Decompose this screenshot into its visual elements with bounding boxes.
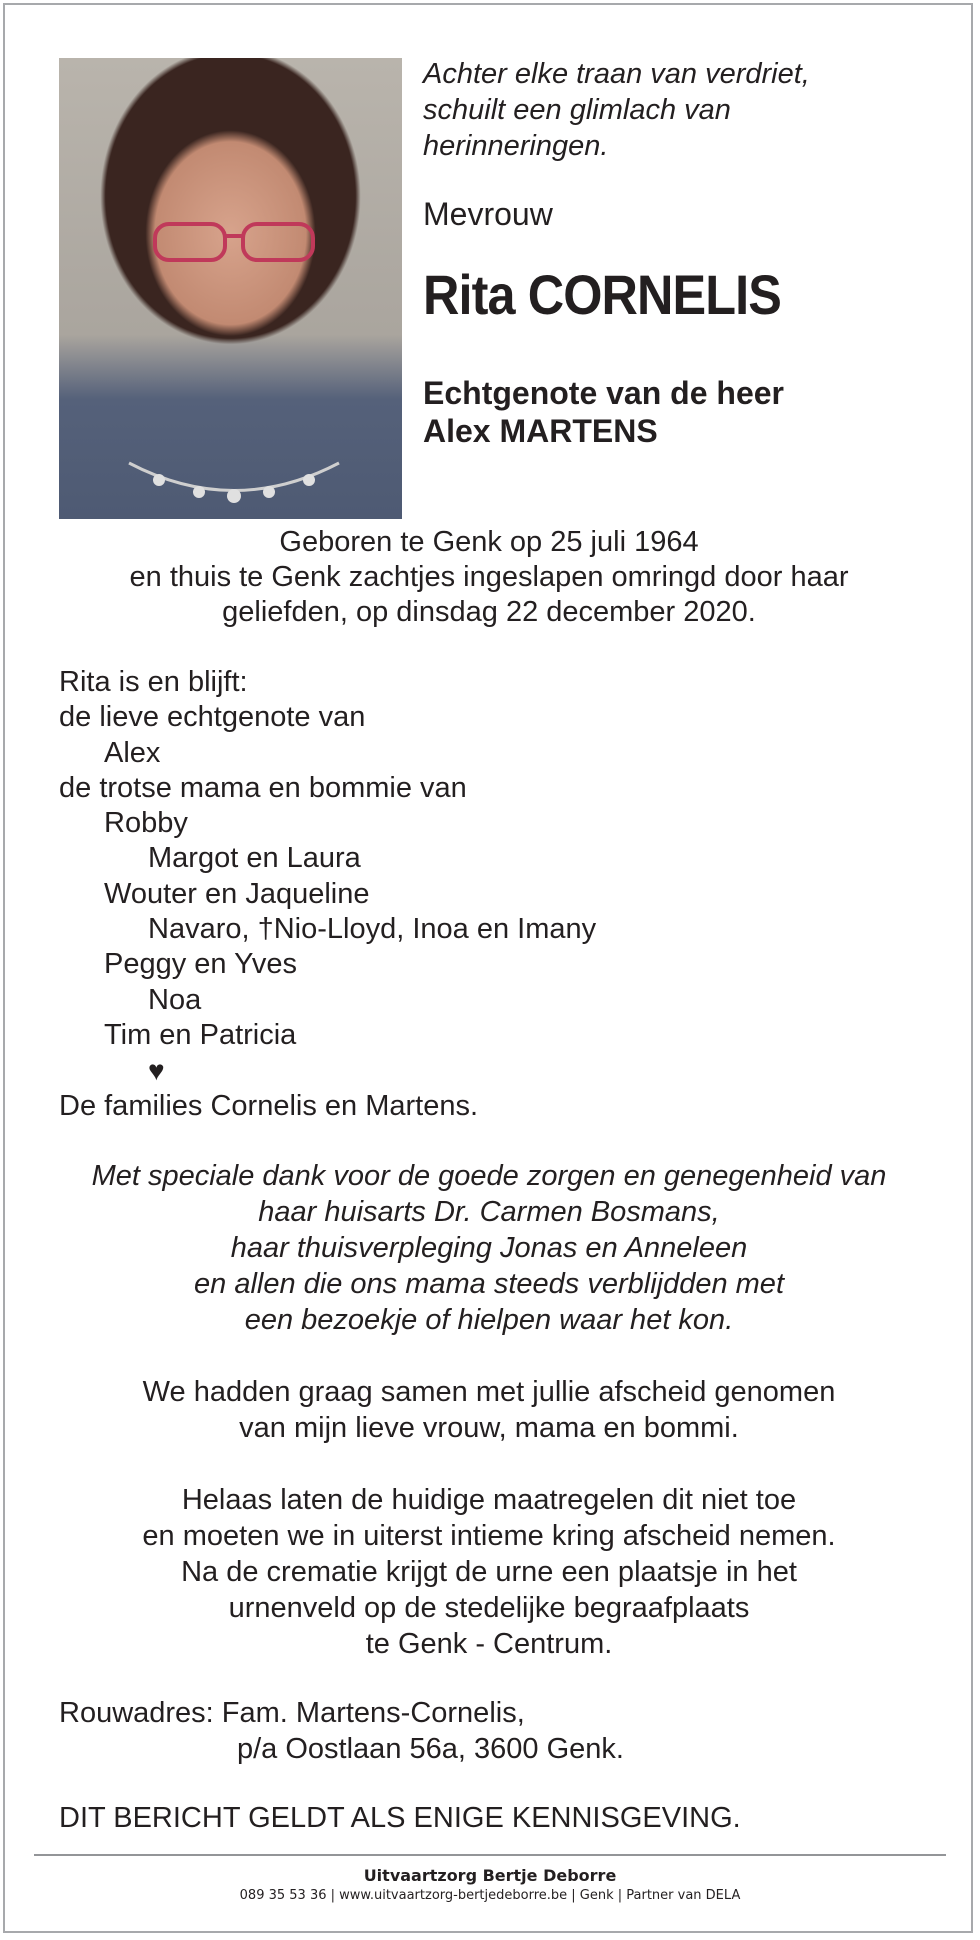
glasses-drawing: [149, 218, 319, 266]
spouse-line: Echtgenote van de heer: [423, 375, 784, 411]
quote-line: herinneringen.: [423, 130, 609, 162]
family-member: Wouter en Jaqueline: [104, 877, 370, 910]
footer-divider: [34, 1854, 946, 1856]
family-line: de lieve echtgenote van: [59, 701, 366, 734]
ceremony-line: Helaas laten de huidige maatregelen dit niet toe: [181, 1484, 797, 1516]
quote-line: Achter elke traan van verdriet,: [423, 58, 810, 90]
thanks-line: en allen die ons mama steeds verblijdden met: [194, 1268, 784, 1300]
family-names: De families Cornelis en Martens.: [59, 1089, 479, 1122]
notice-text: DIT BERICHT GELDT ALS ENIGE KENNISGEVING.: [59, 1802, 741, 1834]
funeral-home-name: Uitvaartzorg Bertje Deborre: [363, 1866, 617, 1885]
thanks-block: [59, 1158, 919, 1338]
thanks-line: een bezoekje of hielpen waar het kon.: [244, 1304, 734, 1336]
family-member: Tim en Patricia: [104, 1018, 297, 1051]
family-member: Robby: [104, 807, 188, 840]
necklace-drawing: [119, 458, 349, 518]
family-intro: Rita is en blijft:: [59, 666, 248, 698]
family-grandchild: Margot en Laura: [148, 842, 361, 875]
thanks-line: haar huisarts Dr. Carmen Bosmans,: [258, 1196, 720, 1228]
farewell-line: We hadden graag samen met jullie afscheid genomen: [142, 1376, 836, 1408]
spouse-name: Alex MARTENS: [423, 413, 658, 449]
born-line: Geboren te Genk op 25 juli 1964: [279, 526, 699, 558]
born-line: en thuis te Genk zachtjes ingeslapen omringd door haar: [129, 561, 849, 593]
spouse-block: [423, 374, 784, 450]
honorific: Mevrouw: [423, 196, 553, 232]
thanks-line: Met speciale dank voor de goede zorgen en genegenheid van: [91, 1160, 887, 1192]
heart-icon: ♥: [148, 1055, 165, 1087]
family-member: Peggy en Yves: [104, 948, 297, 981]
condolence-address: [59, 1695, 919, 1767]
farewell-block: [59, 1374, 919, 1446]
address-line: Rouwadres: Fam. Martens-Cornelis,: [59, 1697, 525, 1729]
family-member: Alex: [104, 736, 161, 769]
family-line: de trotse mama en bommie van: [59, 771, 467, 804]
ceremony-block: [59, 1482, 919, 1662]
family-grandchild: Navaro, †Nio-Lloyd, Inoa en Imany: [148, 913, 597, 946]
ceremony-line: Na de crematie krijgt de urne een plaatsje in het: [181, 1556, 797, 1588]
thanks-line: haar thuisverpleging Jonas en Anneleen: [230, 1232, 748, 1264]
ceremony-line: urnenveld op de stedelijke begraafplaats: [228, 1592, 750, 1624]
quote-line: schuilt een glimlach van: [423, 94, 731, 126]
deceased-name: Rita CORNELIS: [423, 263, 781, 326]
ceremony-line: te Genk - Centrum.: [365, 1628, 613, 1660]
address-line: p/a Oostlaan 56a, 3600 Genk.: [237, 1733, 624, 1765]
family-list: [59, 665, 919, 1124]
born-line: geliefden, op dinsdag 22 december 2020.: [222, 596, 756, 628]
funeral-home-contact: 089 35 53 36 | www.uitvaartzorg-bertjedeborre.be | Genk | Partner van DELA: [239, 1888, 741, 1903]
birth-death-block: [59, 525, 919, 630]
farewell-line: van mijn lieve vrouw, mama en bommi.: [239, 1412, 739, 1444]
family-grandchild: Noa: [148, 983, 202, 1016]
portrait-photo: [59, 58, 402, 519]
ceremony-line: en moeten we in uiterst intieme kring afscheid nemen.: [142, 1520, 836, 1552]
memorial-quote: [423, 56, 943, 164]
